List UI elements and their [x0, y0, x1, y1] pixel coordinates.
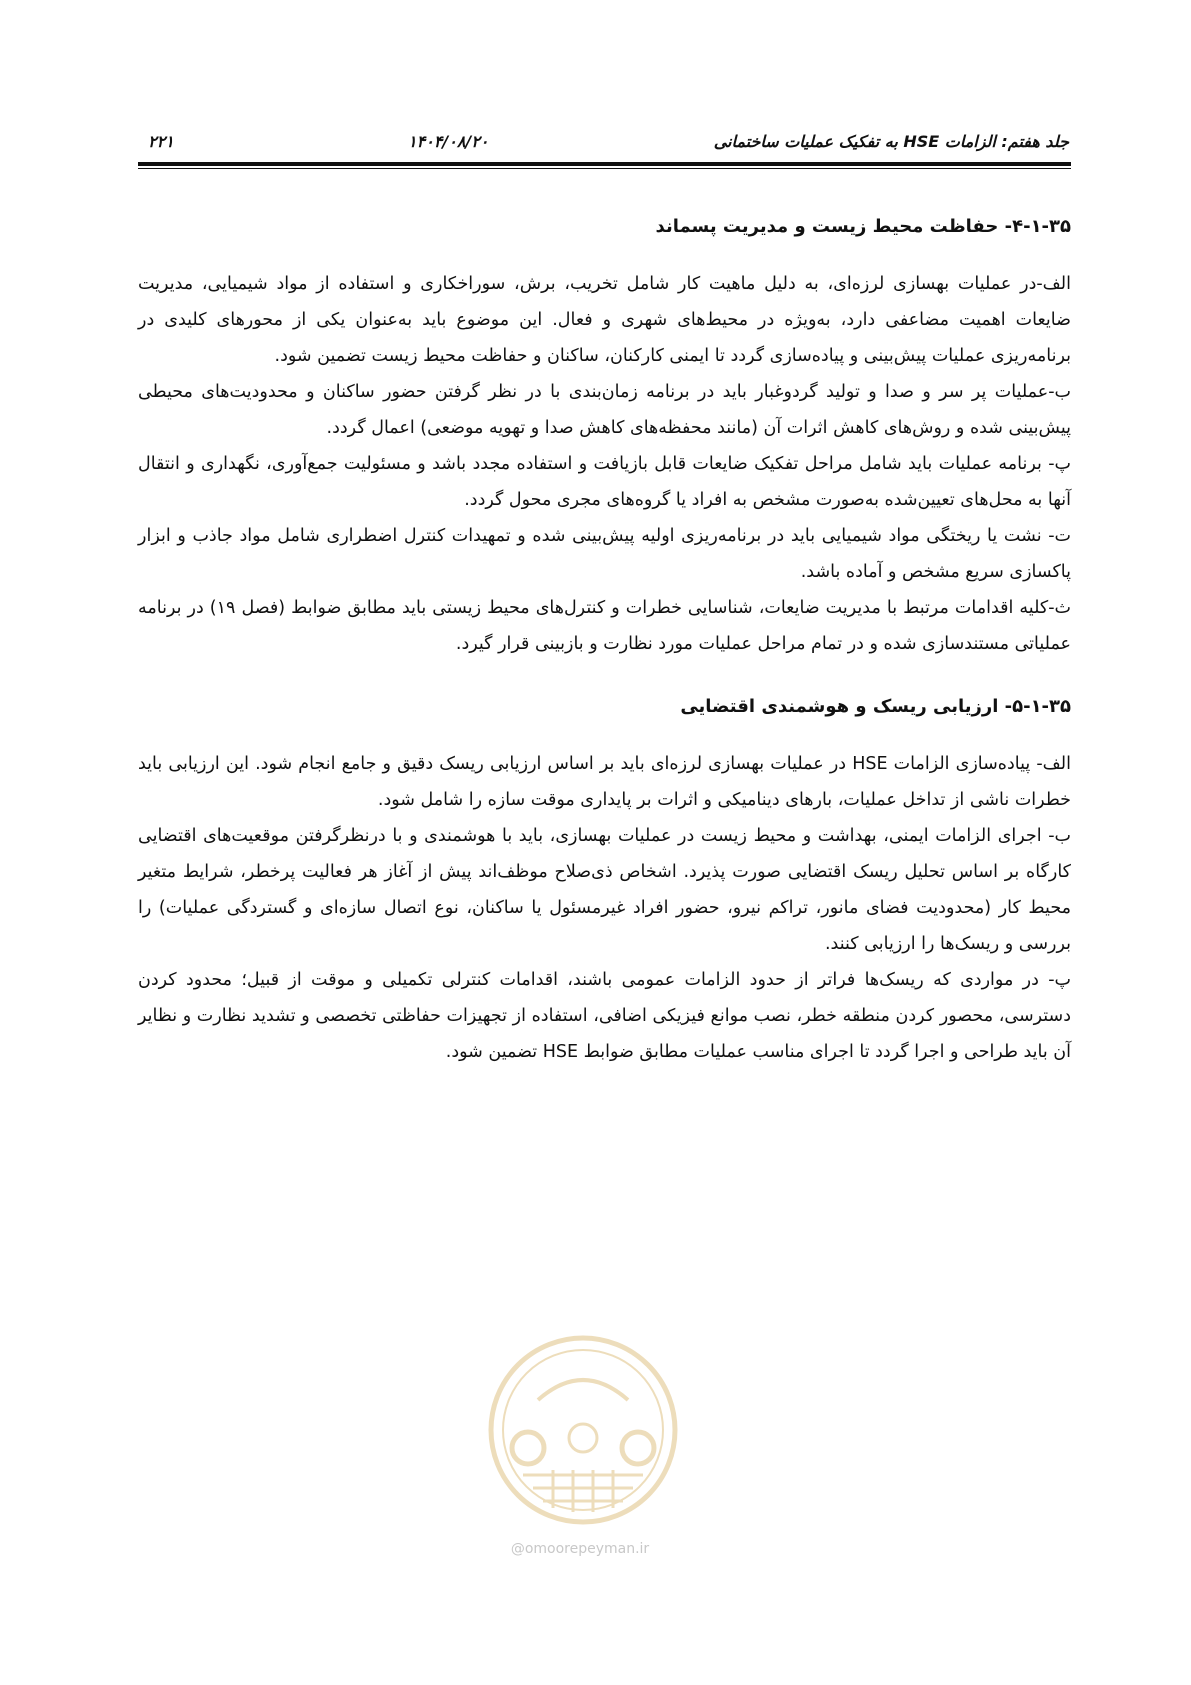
watermark-logo — [483, 1330, 683, 1530]
section-title-environment: ۴-۱-۳۵- حفاظت محیط زیست و مدیریت پسماند — [655, 216, 1071, 237]
page-content — [138, 210, 1071, 1070]
paragraph: ب-عملیات پر سر و صدا و تولید گردوغبار باید در برنامه زمان‌بندی با در نظر گرفتن حضور ساکنان و محدودیت‌های محیطی پیش‌بینی شده و روش‌های کاهش اثرات آن (مانند محفظه‌های کاهش صدا و تهویه موضعی) اعمال گردد. — [138, 382, 1071, 438]
paragraph: الف-در عملیات بهسازی لرزه‌ای، به دلیل ماهیت کار شامل تخریب، برش، سوراخکاری و استفاده از مواد شیمیایی، مدیریت ضایعات اهمیت مضاعفی دارد، به‌ویژه در محیط‌های شهری و فعال. این موضوع باید به‌عنوان یکی از محورهای کلیدی در برنامه‌ریزی عملیات پیش‌بینی و پیاده‌سازی گردد تا ایمنی کارکنان، ساکنان و حفاظت محیط زیست تضمین شود. — [138, 274, 1071, 366]
paragraph: پ- برنامه عملیات باید شامل مراحل تفکیک ضایعات قابل بازیافت و استفاده مجدد باشد و مسئولیت جمع‌آوری، نگهداری و انتقال آنها به محل‌های تعیین‌شده به‌صورت مشخص به افراد یا گروه‌های مجری محول گردد. — [138, 454, 1071, 510]
header-rule-thick — [138, 162, 1071, 166]
paragraph: ث-کلیه اقدامات مرتبط با مدیریت ضایعات، شناسایی خطرات و کنترل‌های محیط زیستی باید مطابق ضوابط (فصل ۱۹) در برنامه عملیاتی مستندسازی شده و در تمام مراحل عملیات مورد نظارت و بازبینی قرار گیرد. — [138, 598, 1071, 654]
paragraph: پ- در مواردی که ریسک‌ها فراتر از حدود الزامات عمومی باشند، اقدامات کنترلی تکمیلی و موقت از قبیل؛ محدود کردن دسترسی، محصور کردن منطقه خطر، نصب موانع فیزیکی اضافی، استفاده از تجهیزات حفاظتی تخصصی و تشدید نظارت و نظایر آن باید طراحی و اجرا گردد تا اجرای مناسب عملیات مطابق ضوابط HSE تضمین شود. — [138, 970, 1071, 1062]
watermark-url: @omoorepeyman.ir — [510, 1541, 650, 1557]
header-date: ۱۴۰۴/۰۸/۲۰ — [408, 132, 489, 151]
page-number: ۲۲۱ — [148, 132, 174, 151]
paragraph: ب- اجرای الزامات ایمنی، بهداشت و محیط زیست در عملیات بهسازی، باید با هوشمندی و با درنظرگرفتن موقعیت‌های اقتضایی کارگاه بر اساس تحلیل ریسک اقتضایی صورت پذیرد. اشخاص ذی‌صلاح موظف‌اند پیش از آغاز هر فعالیت پرخطر، شرایط متغیر محیط کار (محدودیت فضای مانور، تراکم نیرو، حضور افراد غیرمسئول یا ساکنان، نوع اتصال سازه‌ای و گستردگی عملیات) را بررسی و ریسک‌ها را ارزیابی کنند. — [138, 826, 1071, 954]
paragraph: الف- پیاده‌سازی الزامات HSE در عملیات بهسازی لرزه‌ای باید بر اساس ارزیابی ریسک دقیق و جامع انجام شود. این ارزیابی باید خطرات ناشی از تداخل عملیات، بارهای دینامیکی و اثرات بر پایداری موقت سازه را شامل شود. — [138, 754, 1071, 810]
header-rule-thin — [138, 168, 1071, 169]
paragraph: ت- نشت یا ریختگی مواد شیمیایی باید در برنامه‌ریزی اولیه پیش‌بینی شده و تمهیدات کنترل اضطراری شامل مواد جاذب و ابزار پاکسازی سریع مشخص و آماده باشد. — [138, 526, 1071, 582]
page-header — [138, 128, 1071, 158]
gear-icon — [512, 1432, 654, 1464]
chapter-title: جلد هفتم: الزامات HSE به تفکیک عملیات ساختمانی — [713, 132, 1069, 151]
section-title-risk: ۵-۱-۳۵- ارزیابی ریسک و هوشمندی اقتضایی — [680, 696, 1071, 717]
